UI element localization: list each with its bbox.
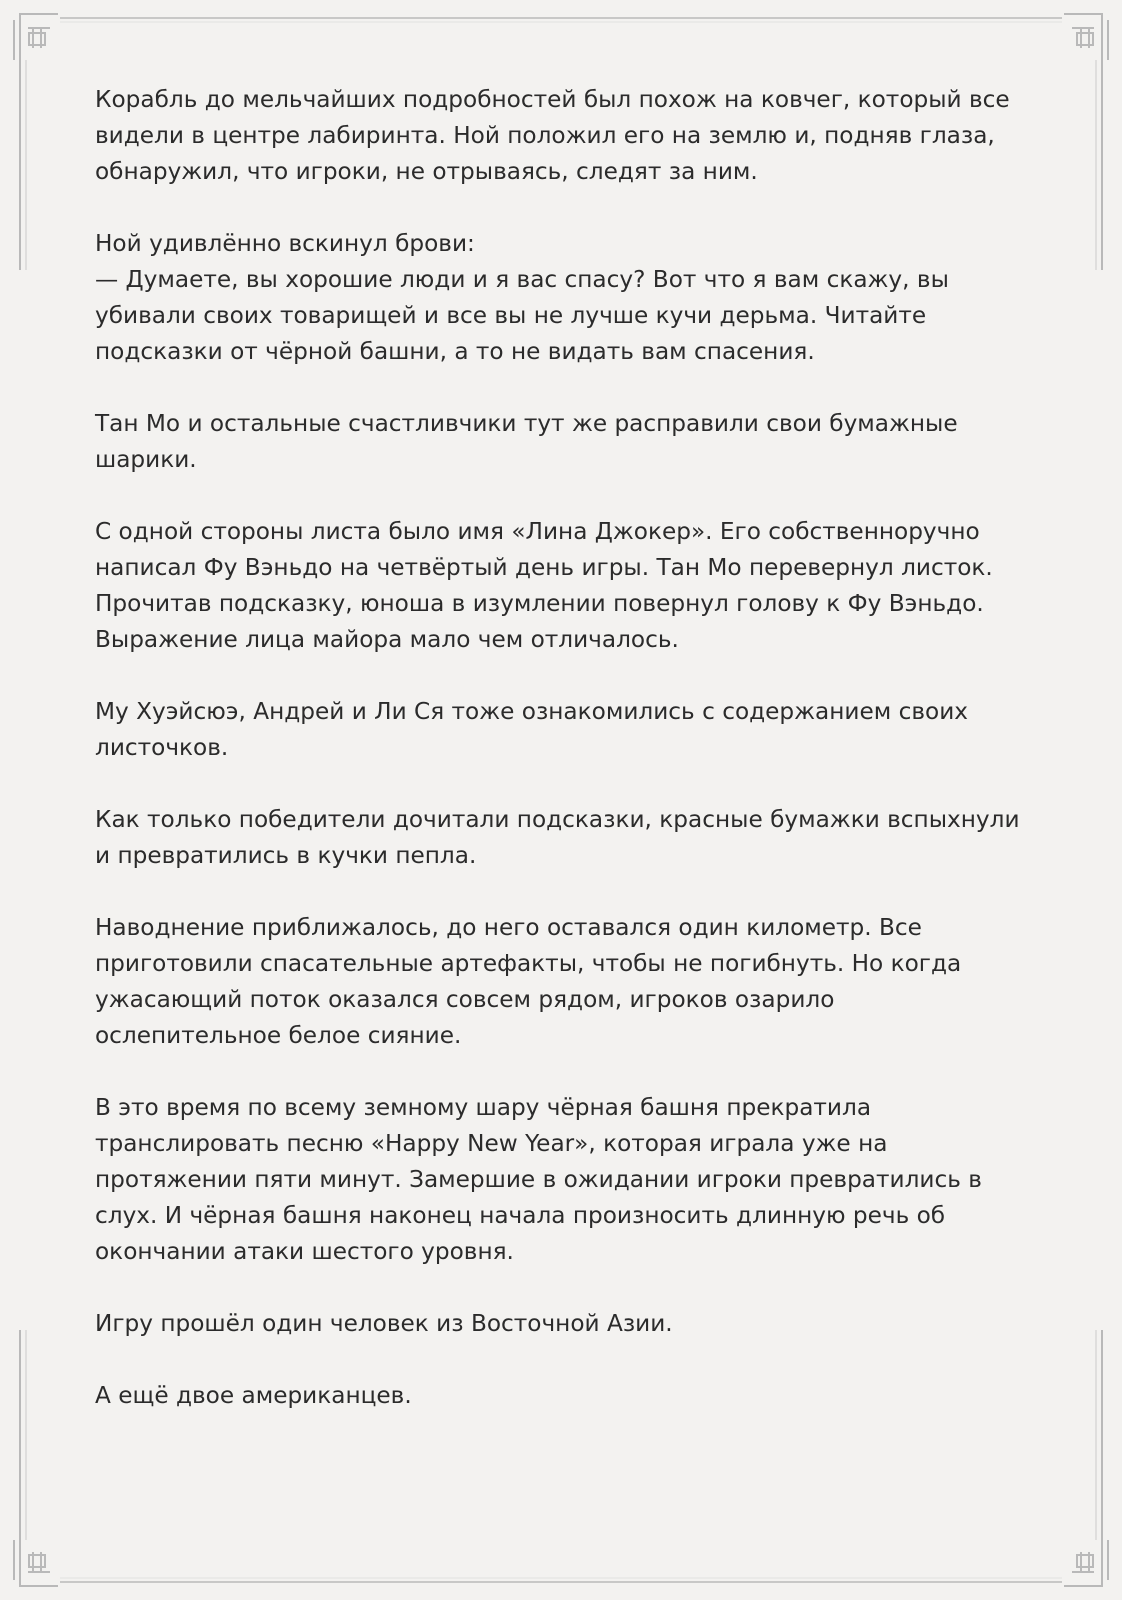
story-paragraph bbox=[95, 1378, 1030, 1414]
text-line: приготовили спасательные артефакты, чтобы не погибнуть. Но когда bbox=[95, 950, 962, 977]
text-line: написал Фу Вэньдо на четвёртый день игры. Тан Мо перевернул листок. bbox=[95, 554, 993, 581]
text-line: Как только победители дочитали подсказки, красные бумажки вспыхнули bbox=[95, 806, 1020, 833]
text-line: окончании атаки шестого уровня. bbox=[95, 1238, 514, 1265]
text-line: транслировать песню «Happy New Year», которая играла уже на bbox=[95, 1130, 888, 1157]
text-line: ужасающий поток оказался совсем рядом, игроков озарило bbox=[95, 986, 835, 1013]
text-line: Корабль до мельчайших подробностей был похож на ковчег, который все bbox=[95, 86, 1010, 113]
story-paragraph bbox=[95, 514, 1030, 658]
text-line: протяжении пяти минут. Замершие в ожидании игроки превратились в bbox=[95, 1166, 982, 1193]
text-line: слух. И чёрная башня наконец начала произносить длинную речь об bbox=[95, 1202, 946, 1229]
text-line: подсказки от чёрной башни, а то не видать вам спасения. bbox=[95, 338, 815, 365]
text-line: Наводнение приближалось, до него оставался один километр. Все bbox=[95, 914, 922, 941]
text-line: убивали своих товарищей и все вы не лучше кучи дерьма. Читайте bbox=[95, 302, 927, 329]
story-paragraph bbox=[95, 910, 1030, 1054]
text-line: Му Хуэйсюэ, Андрей и Ли Ся тоже ознакомились с содержанием своих bbox=[95, 698, 968, 725]
text-line: Игру прошёл один человек из Восточной Азии. bbox=[95, 1310, 673, 1337]
text-line: — Думаете, вы хорошие люди и я вас спасу? Вот что я вам скажу, вы bbox=[95, 266, 949, 293]
text-line: видели в центре лабиринта. Ной положил его на землю и, подняв глаза, bbox=[95, 122, 995, 149]
story-paragraph bbox=[95, 226, 1030, 370]
text-line: А ещё двое американцев. bbox=[95, 1382, 412, 1409]
text-line: ослепительное белое сияние. bbox=[95, 1022, 462, 1049]
story-paragraph bbox=[95, 802, 1030, 874]
story-paragraph bbox=[95, 1090, 1030, 1270]
story-paragraph bbox=[95, 1306, 1030, 1342]
text-line: В это время по всему земному шару чёрная башня прекратила bbox=[95, 1094, 872, 1121]
text-line: обнаружил, что игроки, не отрываясь, следят за ним. bbox=[95, 158, 758, 185]
text-line: и превратились в кучки пепла. bbox=[95, 842, 477, 869]
text-line: шарики. bbox=[95, 446, 197, 473]
story-paragraph bbox=[95, 694, 1030, 766]
text-line: листочков. bbox=[95, 734, 229, 761]
text-line: Ной удивлённо вскинул брови: bbox=[95, 230, 475, 257]
story-paragraph bbox=[95, 82, 1030, 190]
text-line: Выражение лица майора мало чем отличалось. bbox=[95, 626, 679, 653]
text-line: С одной стороны листа было имя «Лина Джокер». Его собственноручно bbox=[95, 518, 980, 545]
text-line: Прочитав подсказку, юноша в изумлении повернул голову к Фу Вэньдо. bbox=[95, 590, 984, 617]
story-text bbox=[95, 82, 1030, 1450]
story-paragraph bbox=[95, 406, 1030, 478]
text-line: Тан Мо и остальные счастливчики тут же расправили свои бумажные bbox=[95, 410, 958, 437]
